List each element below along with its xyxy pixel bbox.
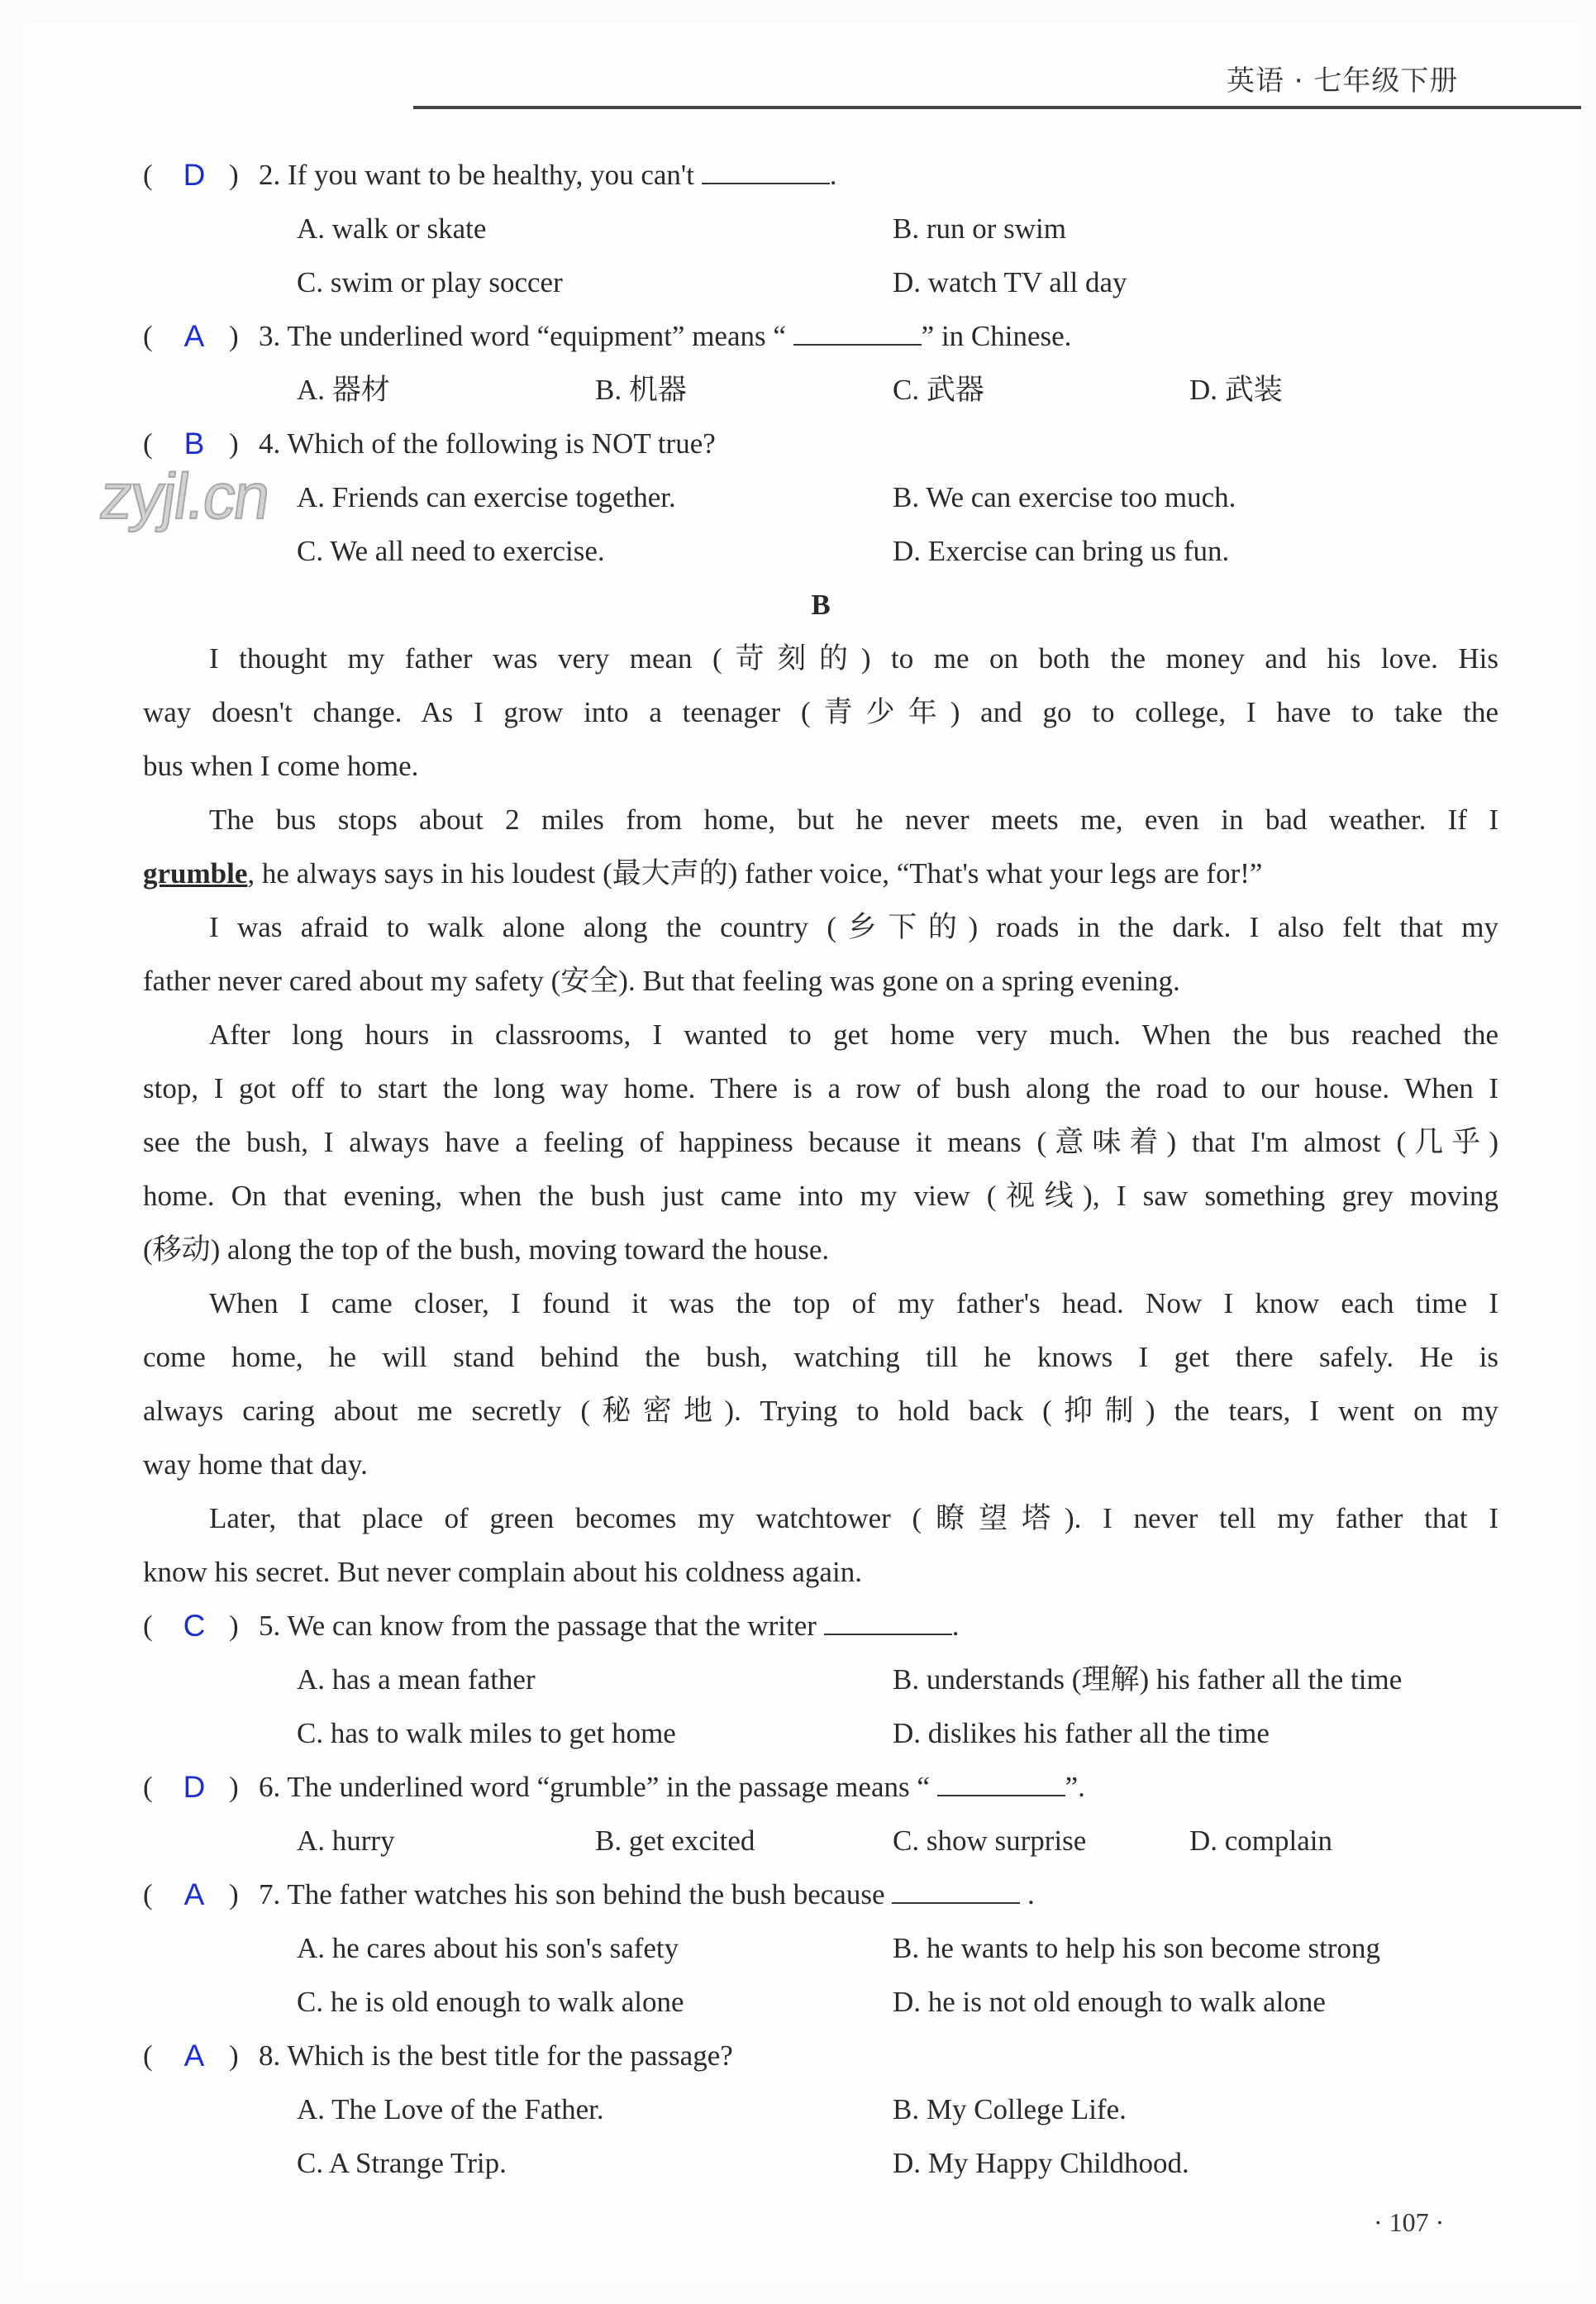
question-stem: Which of the following is NOT true?	[287, 427, 716, 460]
open-paren: (	[143, 320, 153, 352]
passage-line: bus when I come home.	[143, 750, 419, 782]
option: B. understands (理解) his father all the time	[893, 1663, 1403, 1696]
question-row	[143, 417, 1498, 470]
question-text	[259, 1599, 959, 1653]
close-paren: )	[229, 2039, 239, 2072]
option: D. Exercise can bring us fun.	[893, 535, 1230, 567]
options-row	[143, 1814, 1498, 1868]
question-row	[143, 2029, 1498, 2082]
option: B. We can exercise too much.	[893, 481, 1236, 513]
question-text	[259, 309, 1071, 363]
answer-letter: C	[183, 1609, 206, 1643]
option: D. 武装	[1189, 374, 1283, 406]
options-row	[143, 255, 1498, 309]
question-stem: The underlined word “equipment” means “	[287, 320, 786, 352]
question-text	[259, 2029, 733, 2082]
passage-line: come home, he will stand behind the bush, watching till he knows I get there safely. He is	[143, 1341, 1498, 1373]
watermark: zyjl.cn	[95, 460, 274, 532]
question-stem: We can know from the passage that the writer	[287, 1610, 817, 1642]
answer-letter: D	[183, 1770, 206, 1804]
passage-line: When I came closer, I found it was the top of my father's head. Now I know each time I	[209, 1287, 1498, 1319]
question-number: 5.	[259, 1610, 281, 1642]
question-stem-end: ”.	[1065, 1771, 1085, 1803]
open-paren: (	[143, 159, 153, 191]
option: D. My Happy Childhood.	[893, 2147, 1189, 2179]
question-stem-end: .	[951, 1610, 960, 1642]
question-stem: The underlined word “grumble” in the passage means “	[287, 1771, 930, 1803]
question-row	[143, 309, 1498, 363]
question-stem: Which is the best title for the passage?	[287, 2039, 733, 2072]
close-paren: )	[229, 1878, 239, 1910]
answer-blank	[824, 1609, 952, 1635]
question-number: 3.	[259, 320, 281, 352]
section-heading: B	[811, 589, 831, 621]
option: C. show surprise	[893, 1825, 1087, 1857]
option: C. A Strange Trip.	[297, 2147, 507, 2179]
option: C. 武器	[893, 374, 984, 406]
passage-line: way home that day.	[143, 1448, 368, 1481]
options-row	[143, 1921, 1498, 1975]
question-stem: The father watches his son behind the bush because	[287, 1878, 885, 1910]
option: B. run or swim	[893, 212, 1066, 245]
open-paren: (	[143, 1610, 153, 1642]
question-text	[259, 1760, 1085, 1814]
option: D. complain	[1189, 1825, 1333, 1857]
option: A. The Love of the Father.	[297, 2093, 604, 2125]
answer-blank	[702, 158, 830, 184]
open-paren: (	[143, 2039, 153, 2072]
answer-letter: A	[183, 319, 205, 353]
passage-text: , he always says in his loudest (最大声的) father voice, “That's what your legs are for!”	[247, 857, 1263, 890]
question-text	[259, 148, 836, 202]
option: C. he is old enough to walk alone	[297, 1986, 684, 2018]
close-paren: )	[229, 320, 239, 352]
close-paren: )	[229, 1610, 239, 1642]
option: B. he wants to help his son become strong	[893, 1932, 1381, 1964]
answer-letter: D	[183, 158, 206, 192]
close-paren: )	[229, 1771, 239, 1803]
answer-letter: A	[183, 2039, 205, 2073]
passage-line: The bus stops about 2 miles from home, but he never meets me, even in bad weather. If I	[209, 804, 1498, 836]
option: D. dislikes his father all the time	[893, 1717, 1270, 1749]
passage-line: I was afraid to walk alone along the country (乡下的) roads in the dark. I also felt that my	[209, 911, 1498, 943]
answer-blank	[892, 1877, 1020, 1904]
question-row	[143, 1760, 1498, 1814]
exercise-content	[143, 148, 1498, 2190]
passage-line: Later, that place of green becomes my watchtower (瞭望塔). I never tell my father that I	[209, 1502, 1498, 1534]
option: D. watch TV all day	[893, 266, 1127, 298]
header-title: 英语 · 七年级下册	[1227, 64, 1459, 98]
header-rule	[413, 106, 1581, 109]
question-stem-end: .	[1020, 1878, 1035, 1910]
question-stem: If you want to be healthy, you can't	[288, 159, 694, 191]
underlined-word-grumble: grumble	[143, 857, 248, 890]
options-row	[143, 2136, 1498, 2190]
options-row	[143, 470, 1498, 524]
option: A. Friends can exercise together.	[297, 481, 676, 513]
options-row	[143, 524, 1498, 578]
option: C. swim or play soccer	[297, 266, 563, 298]
passage-line: stop, I got off to start the long way home. There is a row of bush along the road to our house. When I	[143, 1072, 1498, 1104]
question-text	[259, 1868, 1035, 1921]
passage-line: way doesn't change. As I grow into a teenager (青少年) and go to college, I have to take the	[143, 696, 1498, 728]
page-number: · 107 ·	[1374, 2207, 1445, 2237]
passage-line: know his secret. But never complain about his coldness again.	[143, 1556, 862, 1588]
question-row	[143, 1868, 1498, 1921]
option: B. My College Life.	[893, 2093, 1127, 2125]
question-number: 4.	[259, 427, 281, 460]
option: C. We all need to exercise.	[297, 535, 605, 567]
option: A. he cares about his son's safety	[297, 1932, 679, 1964]
passage-line	[143, 847, 1498, 900]
passage-line: After long hours in classrooms, I wanted to get home very much. When the bus reached the	[209, 1018, 1498, 1051]
passage-line: see the bush, I always have a feeling of happiness because it means (意味着) that I'm almost (几乎)	[143, 1126, 1498, 1158]
answer-letter: B	[183, 427, 205, 460]
option: D. he is not old enough to walk alone	[893, 1986, 1326, 2018]
question-number: 8.	[259, 2039, 281, 2072]
question-stem-end: .	[829, 159, 837, 191]
option: A. hurry	[297, 1825, 395, 1857]
options-row	[143, 1653, 1498, 1706]
question-text	[259, 417, 716, 470]
option: C. has to walk miles to get home	[297, 1717, 676, 1749]
question-row	[143, 148, 1498, 202]
passage-line: home. On that evening, when the bush just came into my view (视线), I saw something grey moving	[143, 1180, 1498, 1212]
question-number: 6.	[259, 1771, 281, 1803]
passage-line: I thought my father was very mean (苛刻的) to me on both the money and his love. His	[209, 642, 1498, 675]
close-paren: )	[229, 159, 239, 191]
passage-line: always caring about me secretly (秘密地). Trying to hold back (抑制) the tears, I went on my	[143, 1395, 1498, 1427]
answer-letter: A	[183, 1877, 205, 1911]
question-row	[143, 1599, 1498, 1653]
passage-line: (移动) along the top of the bush, moving toward the house.	[143, 1233, 830, 1266]
question-stem-end: ” in Chinese.	[921, 320, 1072, 352]
answer-blank	[937, 1770, 1065, 1796]
question-number: 7.	[259, 1878, 281, 1910]
options-row	[143, 1706, 1498, 1760]
answer-blank	[793, 319, 922, 346]
option: A. 器材	[297, 374, 390, 406]
option: B. 机器	[595, 374, 687, 406]
option: B. get excited	[595, 1825, 755, 1857]
option: A. walk or skate	[297, 212, 487, 245]
close-paren: )	[229, 427, 239, 460]
question-number: 2.	[259, 159, 281, 191]
open-paren: (	[143, 1878, 153, 1910]
options-row	[143, 2082, 1498, 2136]
option: A. has a mean father	[297, 1663, 536, 1696]
options-row	[143, 1975, 1498, 2029]
passage-line: father never cared about my safety (安全). But that feeling was gone on a spring evening.	[143, 965, 1180, 997]
open-paren: (	[143, 1771, 153, 1803]
open-paren: (	[143, 427, 153, 460]
options-row	[143, 202, 1498, 255]
options-row	[143, 363, 1498, 417]
